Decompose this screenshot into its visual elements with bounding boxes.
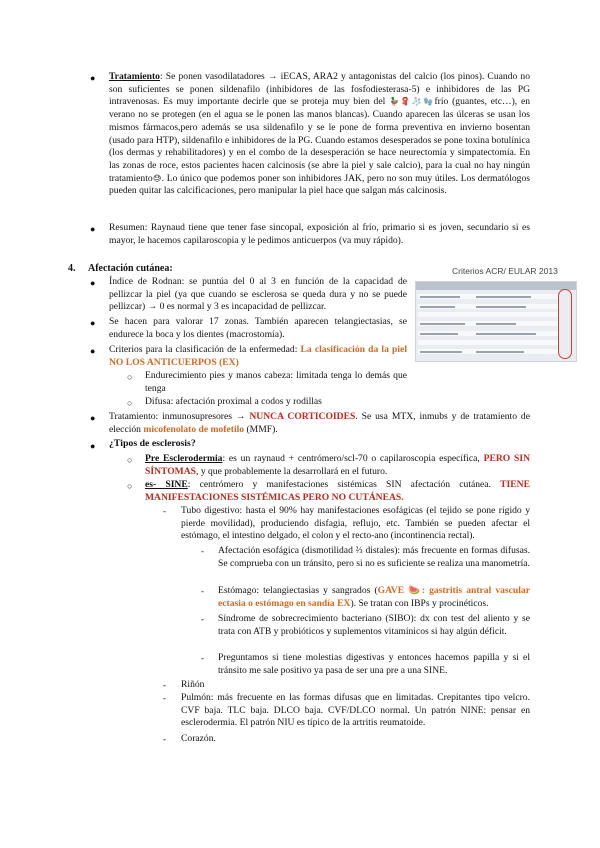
- bullet: ●: [90, 73, 96, 83]
- digest-item: Síndrome de sobrecrecimiento bacteriano (SIBO): dx con test del aliento y se trata con ATB y probióticos y suplementos vitamínicos si hay algún déficit.: [218, 613, 530, 637]
- sine-paragraph: es- SINE: centrómero y manifestaciones sistémicas SIN afectación cutánea. TIENE MANIFESTACIONES SISTÉMICAS PERO NO CUTÁNEAS.: [145, 479, 530, 503]
- tratamiento2-paragraph: Tratamiento: inmunosupresores → NUNCA CORTICOIDES. Se usa MTX, inmubs y de tratamiento de elección micofenolato de mofetilo (MMF).: [109, 411, 530, 435]
- criterio-sub-item: Endurecimiento pies y manos cabeza: limitada tenga lo demás que tenga: [145, 370, 407, 394]
- tipos-title: ¿Tipos de esclerosis?: [109, 438, 196, 449]
- criteria-table-image: [415, 281, 577, 362]
- digest-item: Preguntamos si tiene molestias digestivas y entonces hacemos papilla y si el tránsito me sale positivo ya pasa de ser una pre a una SINE.: [218, 652, 530, 676]
- figure-caption: Criterios ACR/ EULAR 2013: [452, 266, 558, 276]
- corazon-item: Corazón.: [181, 733, 216, 744]
- tratamiento-label: Tratamiento: [109, 71, 160, 82]
- bullet: ●: [90, 224, 96, 234]
- digest-item: Afectación esofágica (dismotilidad ⅔ distales): más frecuente en formas difusas. Se comprueba con un tránsito, pero si no es suficiente se realiza una manometría.: [218, 545, 530, 569]
- digest-item: Estómago: telangiectasias y sangrados (GAVE 🍉: gastritis antral vascular ectasia o estómago en sandía EX). Se tratan con IBPs y procinéticos.: [218, 585, 530, 609]
- resumen-paragraph: Resumen: Raynaud tiene que tener fase sincopal, exposición al frío, primario si es joven, secundario si es mayor, le hacemos capilaroscopia y le pedimos anticuerpos (va muy rápido).: [109, 222, 530, 246]
- pulmon-paragraph: Pulmón: más frecuente en las formas difusas que en limitadas. Crepitantes tipo velcro. CVF baja. TLC baja. DLCO baja. CVF/DLCO normal. Un patrón NINE: pensar en esclerodermia. El patrón NIU es típico de la artritis reumatoide.: [181, 692, 530, 729]
- rodnan-paragraph: Índice de Rodnan: se puntúa del 0 al 3 en función de la capacidad de pellizcar la piel (ya que cuando se esclerosa se queda dura y no se puede pellizcar) → 0 es normal y 3 es incapacidad de pellizcar.: [109, 276, 407, 313]
- dash: -: [163, 506, 166, 516]
- dash: -: [163, 693, 166, 703]
- highlight-oval: [558, 289, 572, 359]
- cold-clothing-emoji-icon: 🦆🧣🧦🧤: [389, 97, 435, 107]
- pre-esclerodermia-paragraph: Pre Esclerodermia: es un raynaud + centrómero/scl-70 o capilaroscopia específica, PERO SIN SÍNTOMAS, y que probablemente la desarrollará en el futuro.: [145, 453, 530, 477]
- zonas-paragraph: Se hacen para valorar 17 zonas. También aparecen telangiectasias, se endurece la boca y los dientes (macrostomía).: [109, 316, 407, 340]
- dash: -: [201, 586, 204, 596]
- bullet: ○: [127, 481, 133, 491]
- bullet: ○: [127, 372, 133, 382]
- dash: -: [163, 680, 166, 690]
- bullet: ○: [127, 455, 133, 465]
- dash: -: [201, 546, 204, 556]
- bullet: ○: [127, 398, 133, 408]
- bullet: ●: [90, 413, 96, 423]
- tratamiento-paragraph: Tratamiento: Se ponen vasodilatadores → iECAS, ARA2 y antagonistas del calcio (los pinos). Cuando no son suficientes se ponen sildenafilo (inhibidores de las fosfodiesterasa-5) e inhibidores de las PG intravenosas. Es muy importante decirle que se proteja muy bien del 🦆🧣🧦🧤frío (guantes, etc…), en verano no se protegen (en el agua se le ponen las manos blancas). Cuando aparecen las úlceras se usan los mismos fármacos,pero además se usa sildenafilo y se le pone de forma preventiva en invierno bosentan (usado para HTP), sildenafilo e inhibidores de la PG. Cuando estamos desesperados se pone toxina botulínica (los dermas y rehabilitadores) y en el combo de la desesperación se hace neurectomía y simpatectomía. En las zonas de roce, estos pacientes hacen calcinosis (se abre la piel y sale calcio), para la cual no hay ningún tratamiento😓. Lo único que podemos poner son inhibidores JAK, pero no son muy útiles. Los dermatólogos pueden quitar las calcificaciones, pero manipular la piel hace que salgan más calcinosis.: [109, 71, 530, 197]
- rinon-item: Riñón: [181, 679, 205, 690]
- sweat-face-emoji-icon: 😓: [152, 173, 162, 183]
- bullet: ●: [90, 441, 96, 451]
- dash: -: [201, 614, 204, 624]
- section-number: 4.: [68, 263, 76, 274]
- bullet: ●: [90, 346, 96, 356]
- tubo-digestivo-paragraph: Tubo digestivo: hasta el 90% hay manifestaciones esofágicas (el tejido se pone rígido y pierde movilidad), produciendo disfagia, reflujo, etc. También se pueden afectar el estómago, el intestino delgado, el colon y el recto-ano (incontinencia rectal).: [181, 505, 530, 542]
- section-title: Afectación cutánea:: [88, 263, 173, 274]
- bullet: ●: [90, 318, 96, 328]
- dash: -: [163, 734, 166, 744]
- dash: -: [201, 653, 204, 663]
- bullet: ●: [90, 278, 96, 288]
- criterio-sub-item: Difusa: afectación proximal a codos y rodillas: [145, 396, 322, 407]
- criterios-paragraph: Criterios para la clasificación de la enfermedad: La clasificación da la piel NO LOS ANTICUERPOS (EX): [109, 344, 407, 368]
- criterios-highlight: La clasificación da la piel NO LOS ANTICUERPOS (EX): [109, 344, 407, 368]
